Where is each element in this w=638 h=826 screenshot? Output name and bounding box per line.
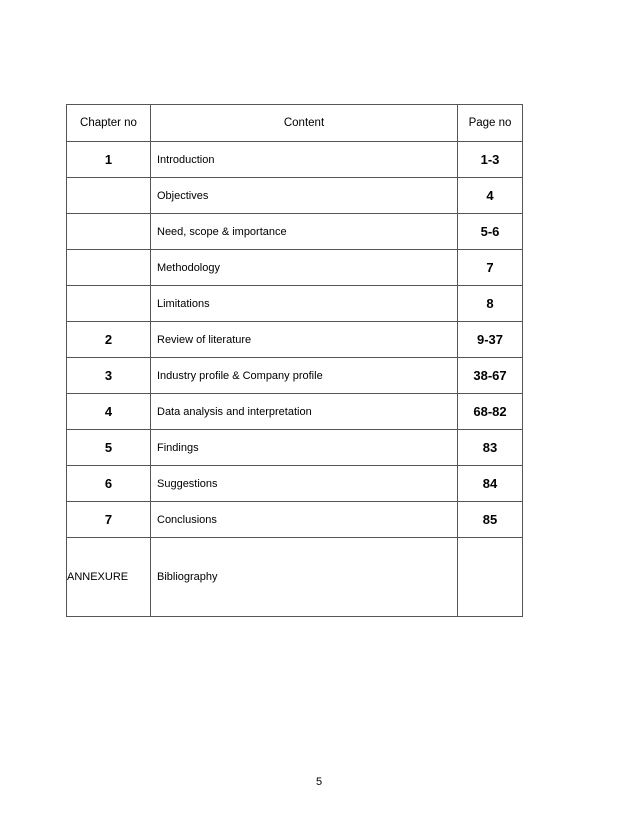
page-cell (458, 538, 523, 617)
chapter-cell: 6 (67, 466, 151, 502)
content-cell: Data analysis and interpretation (151, 394, 458, 430)
table-row (67, 142, 523, 178)
table-row (67, 466, 523, 502)
chapter-cell: 5 (67, 430, 151, 466)
table-row-annexure (67, 538, 523, 617)
content-cell: Findings (151, 430, 458, 466)
table-row (67, 322, 523, 358)
content-cell: Conclusions (151, 502, 458, 538)
chapter-cell (67, 286, 151, 322)
page-cell: 1-3 (458, 142, 523, 178)
table-row (67, 178, 523, 214)
page-cell: 5-6 (458, 214, 523, 250)
page-cell: 68-82 (458, 394, 523, 430)
page-cell: 84 (458, 466, 523, 502)
table-row (67, 502, 523, 538)
content-cell: Suggestions (151, 466, 458, 502)
chapter-cell: 1 (67, 142, 151, 178)
content-cell: Industry profile & Company profile (151, 358, 458, 394)
page-cell: 7 (458, 250, 523, 286)
table-row (67, 394, 523, 430)
page-cell: 9-37 (458, 322, 523, 358)
header-page-no: Page no (458, 105, 523, 142)
chapter-cell (67, 178, 151, 214)
content-cell: Introduction (151, 142, 458, 178)
content-cell: Need, scope & importance (151, 214, 458, 250)
content-cell: Bibliography (151, 538, 458, 617)
page-cell: 83 (458, 430, 523, 466)
table-header-row (67, 105, 523, 142)
content-cell: Limitations (151, 286, 458, 322)
table-row (67, 430, 523, 466)
page-cell: 85 (458, 502, 523, 538)
content-cell: Methodology (151, 250, 458, 286)
page-cell: 38-67 (458, 358, 523, 394)
chapter-cell: 3 (67, 358, 151, 394)
table-row (67, 214, 523, 250)
chapter-cell: 7 (67, 502, 151, 538)
chapter-cell: ANNEXURE (67, 538, 151, 617)
header-content: Content (151, 105, 458, 142)
content-cell: Objectives (151, 178, 458, 214)
header-chapter-no: Chapter no (67, 105, 151, 142)
table-row (67, 286, 523, 322)
table-of-contents (66, 104, 523, 617)
page-number: 5 (315, 776, 323, 788)
chapter-cell (67, 250, 151, 286)
chapter-cell (67, 214, 151, 250)
content-cell: Review of literature (151, 322, 458, 358)
page-cell: 8 (458, 286, 523, 322)
page-cell: 4 (458, 178, 523, 214)
chapter-cell: 2 (67, 322, 151, 358)
table-row (67, 358, 523, 394)
table-row (67, 250, 523, 286)
chapter-cell: 4 (67, 394, 151, 430)
